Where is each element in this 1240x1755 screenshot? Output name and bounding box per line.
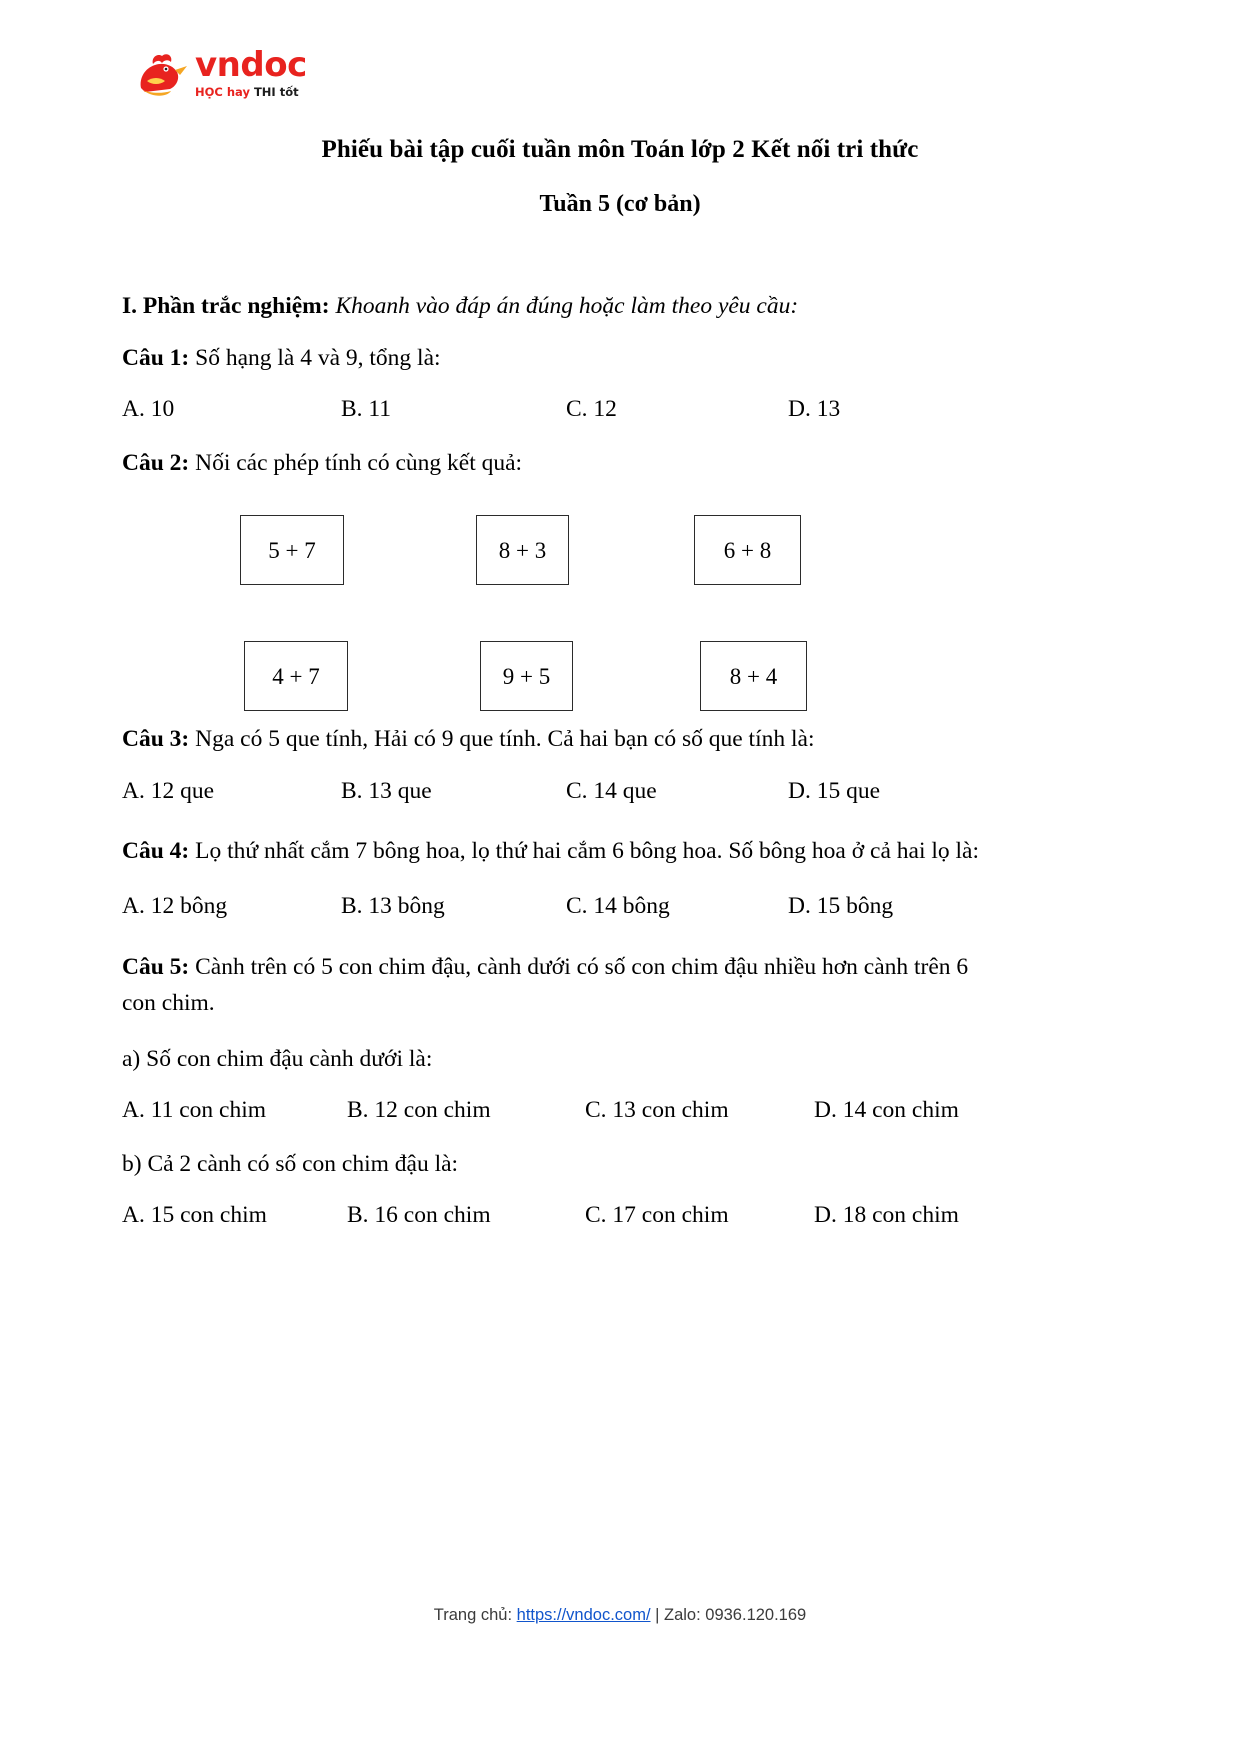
expression-box-label: 4 + 7: [272, 663, 320, 689]
question-1-label: Câu 1:: [122, 344, 190, 371]
brand-name: vndoc: [195, 45, 307, 85]
expression-box-label: 6 + 8: [723, 537, 772, 563]
question-4-option-c[interactable]: C. 14 bông: [566, 893, 670, 920]
footer-homepage-link[interactable]: https://vndoc.com/: [516, 1606, 651, 1624]
question-4: [122, 833, 1002, 869]
question-2-label: Câu 2:: [122, 449, 190, 476]
question-5: [122, 949, 1002, 1022]
question-2-text: Nối các phép tính có cùng kết quả:: [195, 449, 523, 476]
question-5-text: Cành trên có 5 con chim đậu, cành dưới có số con chim đậu nhiều hơn cành trên 6 con chim.: [122, 953, 969, 1017]
brand-wordmark: [195, 45, 307, 99]
expression-box-label: 8 + 4: [729, 663, 778, 689]
section-instruction: Khoanh vào đáp án đúng hoặc làm theo yêu cầu:: [335, 293, 799, 319]
expression-box-6-plus-8[interactable]: [694, 515, 801, 585]
question-5-part-b-options: [122, 1204, 1002, 1228]
question-5b-option-a[interactable]: A. 15 con chim: [122, 1202, 267, 1229]
question-2-box-row-1: [122, 503, 1002, 613]
expression-box-label: 8 + 3: [498, 537, 547, 563]
question-5b-option-d[interactable]: D. 18 con chim: [814, 1202, 959, 1229]
expression-box-8-plus-3[interactable]: [476, 515, 569, 585]
question-5a-option-a[interactable]: A. 11 con chim: [122, 1097, 267, 1124]
question-2-box-row-2: [122, 613, 1002, 728]
footer-prefix: Trang chủ:: [433, 1606, 517, 1624]
question-3-text: Nga có 5 que tính, Hải có 9 que tính. Cả hai bạn có số que tính là:: [195, 726, 815, 752]
question-1-option-b[interactable]: B. 11: [341, 396, 392, 422]
expression-box-8-plus-4[interactable]: [700, 641, 807, 711]
question-1-option-a[interactable]: A. 10: [122, 396, 175, 422]
page-footer: [0, 1606, 1240, 1625]
question-5b-option-b[interactable]: B. 16 con chim: [347, 1202, 491, 1229]
question-1-options: [122, 398, 1002, 422]
footer-separator: |: [650, 1606, 665, 1624]
question-5-label: Câu 5:: [122, 953, 190, 980]
expression-box-5-plus-7[interactable]: [240, 515, 344, 585]
question-3-option-d[interactable]: D. 15 que: [788, 777, 881, 804]
brand-logo: [133, 45, 307, 102]
question-4-text: Lọ thứ nhất cắm 7 bông hoa, lọ thứ hai cắm 6 bông hoa. Số bông hoa ở cả hai lọ là:: [195, 838, 979, 864]
page-title: Phiếu bài tập cuối tuần môn Toán lớp 2 Kết nối tri thức: [321, 136, 919, 163]
question-5-part-b: b) Cả 2 cành có số con chim đậu là:: [122, 1150, 459, 1177]
page-subtitle: Tuần 5 (cơ bản): [539, 191, 701, 217]
question-4-label: Câu 4:: [122, 838, 190, 864]
section-heading: I. Phần trắc nghiệm:: [122, 293, 330, 319]
question-5a-option-c[interactable]: C. 13 con chim: [585, 1097, 729, 1124]
question-5-part-a-options: [122, 1099, 1002, 1123]
question-1-option-d[interactable]: D. 13: [788, 396, 841, 422]
question-5a-option-d[interactable]: D. 14 con chim: [814, 1097, 959, 1124]
expression-box-4-plus-7[interactable]: [244, 641, 348, 711]
expression-box-label: 9 + 5: [502, 663, 551, 689]
question-5a-option-b[interactable]: B. 12 con chim: [347, 1097, 491, 1124]
question-4-options: [122, 895, 1002, 919]
question-3-label: Câu 3:: [122, 726, 190, 752]
question-1: [122, 344, 1002, 371]
question-3-option-c[interactable]: C. 14 que: [566, 777, 657, 804]
expression-box-label: 5 + 7: [268, 537, 316, 563]
question-4-option-a[interactable]: A. 12 bông: [122, 893, 228, 920]
worksheet-content: [122, 295, 1002, 1258]
question-3-option-a[interactable]: A. 12 que: [122, 777, 215, 804]
expression-box-9-plus-5[interactable]: [480, 641, 573, 711]
question-3-option-b[interactable]: B. 13 que: [341, 777, 432, 804]
question-5-part-a: a) Số con chim đậu cành dưới là:: [122, 1045, 433, 1072]
question-4-option-d[interactable]: D. 15 bông: [788, 893, 894, 920]
question-3-options: [122, 777, 1002, 804]
question-5b-option-c[interactable]: C. 17 con chim: [585, 1202, 729, 1229]
footer-contact: Zalo: 0936.120.169: [664, 1606, 807, 1624]
question-4-option-b[interactable]: B. 13 bông: [341, 893, 445, 920]
brand-tagline: [195, 85, 307, 99]
brand-tagline-red: HỌC hay: [195, 85, 250, 99]
question-1-option-c[interactable]: C. 12: [566, 396, 617, 422]
section-heading-row: [122, 295, 1002, 319]
vndoc-rooster-logo-icon: [133, 48, 189, 102]
brand-tagline-dark: THI tốt: [253, 85, 299, 99]
question-1-text: Số hạng là 4 và 9, tổng là:: [195, 344, 441, 371]
question-3: [122, 728, 1002, 752]
question-2: [122, 449, 1002, 476]
